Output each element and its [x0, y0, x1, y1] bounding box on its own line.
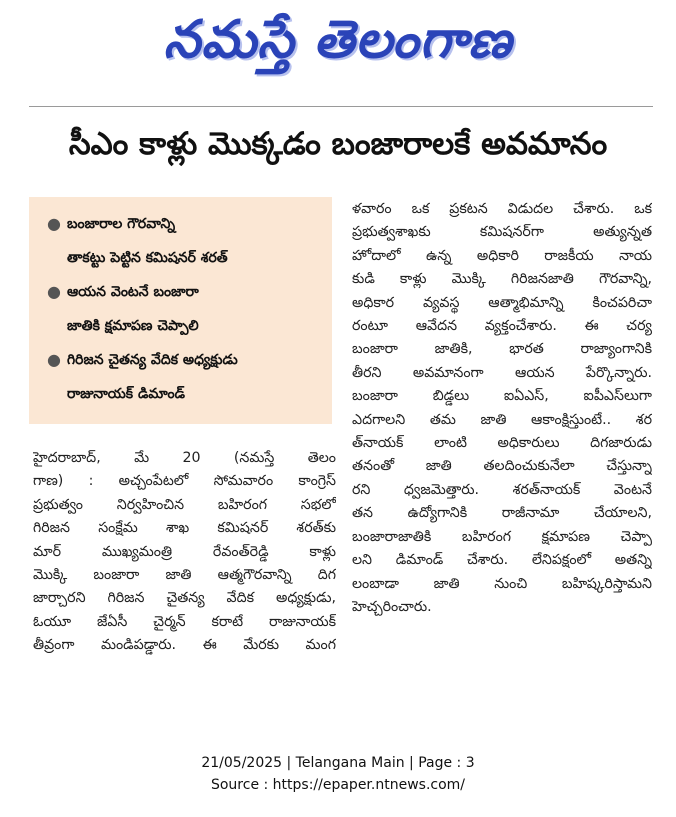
body-line: త్‌నాయక్ లాంటి అధికారులు దిగజారుడు	[352, 435, 652, 452]
body-line: అధికార వ్యవస్థ ఆత్మాభిమాన్ని కించపరిచా	[352, 294, 652, 311]
highlight-line: తాకట్టు పెట్టిన కమిషనర్ శరత్	[67, 250, 228, 266]
highlight-item	[47, 343, 324, 411]
body-line: హైదరాబాద్, మే 20 (నమస్తే తెలం	[33, 450, 336, 466]
body-line: బంజారా జాతికి, భారత రాజ్యాంగానికి	[352, 341, 652, 358]
body-line: ఎదగాలని తమ జాతి ఆకాంక్షిస్తుంటే.. శర	[352, 411, 652, 428]
body-line: హోదాలో ఉన్న అధికారి రాజకీయ నాయ	[352, 247, 652, 264]
highlight-line: ఆయన వెంటనే బంజారా	[67, 284, 199, 300]
body-line: గిరిజన సంక్షేమ శాఖ కమిషనర్ శరత్‌కు	[33, 520, 336, 537]
body-line: తనంతో జాతి తలదించుకునేలా చేస్తున్నా	[352, 458, 652, 475]
highlight-line: జాతికి క్షమాపణ చెప్పాలి	[67, 318, 199, 334]
highlight-line: బంజారాల గౌరవాన్ని	[67, 216, 176, 232]
highlight-item	[47, 275, 324, 343]
body-line: ప్రభుత్వం నిర్వహించిన బహిరంగ సభలో	[33, 496, 336, 513]
body-line: గాణ) : అచ్చంపేటలో సోమవారం కాంగ్రెస్	[33, 473, 336, 490]
highlight-line: గిరిజన చైతన్య వేదిక అధ్యక్షుడు	[67, 352, 238, 368]
body-line: తీవ్రంగా మండిపడ్డారు. ఈ మేరకు మంగ	[33, 637, 336, 654]
body-line: లని డిమాండ్ చేశారు. లేనిపక్షంలో అతన్ని	[352, 552, 652, 569]
body-line: ఓయూ జేఏసీ చైర్మన్ కరాటే రాజునాయక్	[33, 613, 336, 630]
body-line: ప్రభుత్వశాఖకు కమిషనర్‌గా అత్యున్నత	[352, 224, 652, 241]
highlight-line: రాజునాయక్ డిమాండ్	[67, 386, 185, 402]
article-headline: సీఎం కాళ్లు మొక్కడం బంజారాలకే అవమానం	[68, 126, 608, 162]
body-line: మార్ ముఖ్యమంత్రి రేవంత్‌రెడ్డి కాళ్లు	[33, 543, 336, 560]
masthead	[0, 2, 676, 80]
article-body-right-column	[352, 198, 652, 619]
body-line: ళవారం ఒక ప్రకటన విడుదల చేశారు. ఒక	[352, 201, 652, 217]
body-line: తీరని అవమానంగా ఆయన పేర్కొన్నారు.	[352, 364, 652, 381]
article-body-left-column	[33, 447, 336, 658]
body-line: కుడి కాళ్లు మొక్కి గిరిజనజాతి గౌరవాన్ని,	[352, 271, 652, 288]
page-footer	[0, 752, 676, 796]
body-line: జార్చారని గిరిజన చైతన్య వేదిక అధ్యక్షుడు,	[33, 590, 336, 607]
body-line: లంబాడా జాతి నుంచి బహిష్కరిస్తామని	[352, 575, 652, 592]
bullet-icon: ●	[47, 214, 61, 233]
footer-source: Source : https://epaper.ntnews.com/	[210, 777, 466, 793]
bullet-icon: ●	[47, 282, 61, 301]
body-line: బంజారా బిడ్డలు ఐఏఎస్, ఐపీఎస్‌లుగా	[352, 388, 652, 405]
body-line: హెచ్చరించారు.	[352, 598, 432, 615]
body-line: బంజారాజాతికి బహిరంగ క్షమాపణ చెప్పా	[352, 528, 652, 545]
body-line: రని ధ్వజమెత్తారు. శరత్‌నాయక్ వెంటనే	[352, 481, 652, 498]
highlight-item	[47, 207, 324, 275]
footer-dateline: 21/05/2025 | Telangana Main | Page : 3	[201, 755, 475, 771]
newspaper-title: నమస్తే తెలంగాణ	[163, 10, 513, 70]
masthead-divider	[29, 106, 653, 107]
body-line: రంటూ ఆవేదన వ్యక్తంచేశారు. ఈ చర్య	[352, 318, 652, 335]
body-line: తన ఉద్యోగానికి రాజీనామా చేయాలని,	[352, 505, 652, 522]
body-line: మొక్కి బంజారా జాతి ఆత్మగౌరవాన్ని దిగ	[33, 567, 336, 584]
highlights-box	[29, 197, 332, 424]
bullet-icon: ●	[47, 350, 61, 369]
